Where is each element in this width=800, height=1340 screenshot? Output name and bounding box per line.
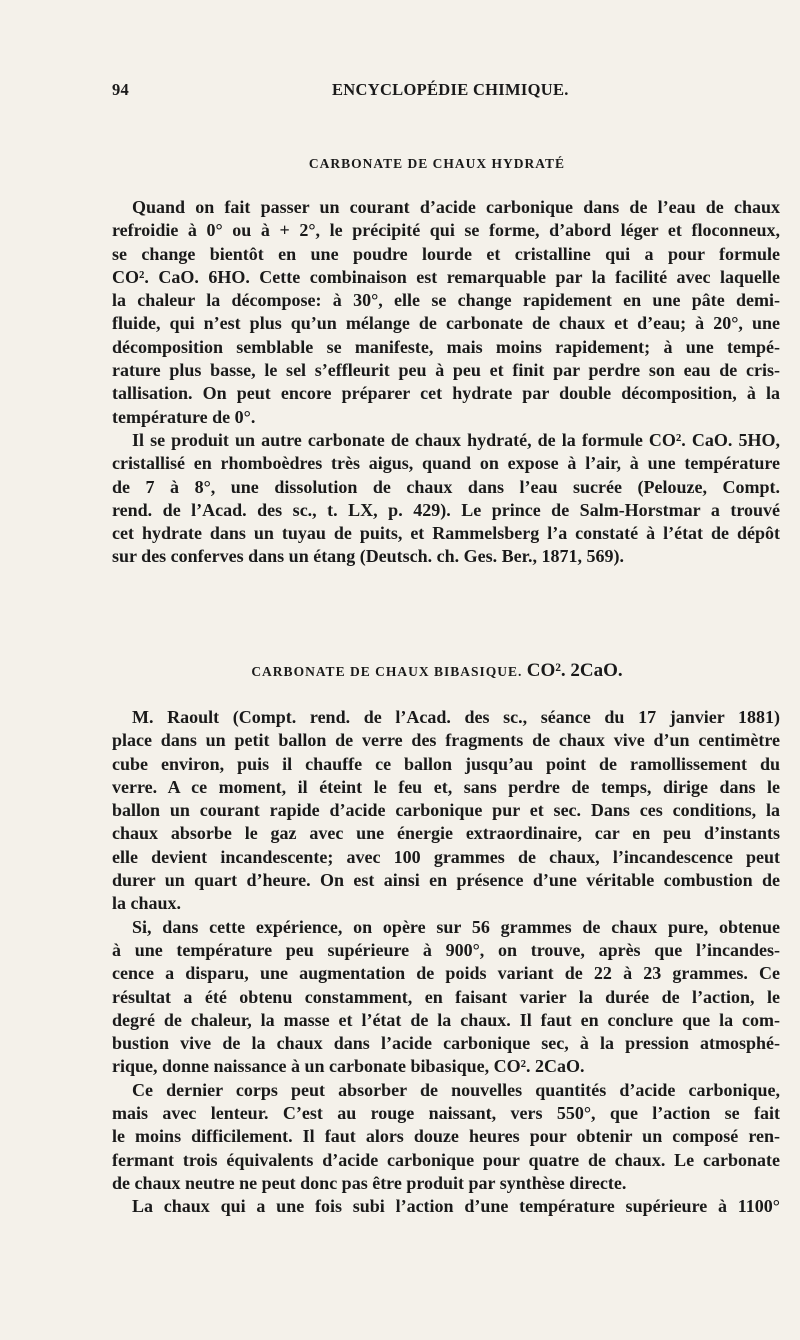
- text-line: Quand on fait passer un courant d’acide carbonique dans de l’eau de chaux: [132, 197, 780, 217]
- text-line: la chaleur la décompose: à 30°, elle se change rapidement en une pâte demi-: [112, 290, 780, 311]
- section-heading-bibasic: [112, 660, 762, 682]
- paragraph: [112, 1079, 780, 1195]
- text-line: tallisation. On peut encore préparer cet hydrate par double décomposition, à la: [112, 383, 780, 404]
- text-line: bustion vive de la chaux dans l’acide carbonique sec, à la pression atmosphé-: [112, 1033, 780, 1054]
- section-title: CARBONATE DE CHAUX HYDRATÉ: [308, 156, 566, 171]
- paragraph: [112, 916, 780, 1079]
- paragraph: [112, 196, 780, 429]
- text-line: verre. A ce moment, il éteint le feu et, sans perdre de temps, dirige dans le: [112, 776, 780, 797]
- text-line: elle devient incandescente; avec 100 grammes de chaux, l’incandescence peut: [112, 846, 780, 867]
- text-line: se change bientôt en une poudre lourde et cristalline qui a pour formule: [112, 243, 780, 264]
- text-line: cube environ, puis il chauffe ce ballon jusqu’au point de ramollissement du: [112, 753, 780, 774]
- section-body-bibasic: [112, 706, 780, 1219]
- text-line: fluide, qui n’est plus qu’un mélange de carbonate de chaux et d’eau; à 20°, une: [112, 313, 780, 334]
- section-formula: CO². 2CaO.: [526, 660, 623, 681]
- text-line: chaux absorbe le gaz avec une énergie extraordinaire, car en peu d’instants: [112, 823, 780, 844]
- text-line: Ce dernier corps peut absorber de nouvelles quantités d’acide carbonique,: [132, 1079, 780, 1100]
- text-line: rature plus basse, le sel s’effleurit peu à peu et finit par perdre son eau de cris-: [112, 360, 780, 381]
- text-line: à une température peu supérieure à 900°, on trouve, après que l’incandes-: [112, 939, 780, 960]
- page-header: [112, 80, 762, 106]
- text-line: rend. de l’Acad. des sc., t. LX, p. 429). Le prince de Salm-Horstmar a trouvé: [112, 499, 780, 520]
- text-line: refroidie à 0° ou à + 2°, le précipité qui se forme, d’abord léger et floconneux,: [112, 220, 780, 241]
- text-line: Si, dans cette expérience, on opère sur 56 grammes de chaux pure, obtenue: [132, 916, 780, 937]
- text-line: CO². CaO. 6HO. Cette combinaison est remarquable par la facilité avec laquelle: [112, 266, 780, 287]
- text-line: mais avec lenteur. C’est au rouge naissant, vers 550°, que l’action se fait: [112, 1103, 780, 1124]
- text-line: de chaux neutre ne peut donc pas être produit par synthèse directe.: [112, 1172, 627, 1193]
- text-line: cence a disparu, une augmentation de poids variant de 22 à 23 grammes. Ce: [112, 963, 780, 984]
- text-line: Il se produit un autre carbonate de chaux hydraté, de la formule CO². CaO. 5HO,: [132, 429, 780, 450]
- text-line: cet hydrate dans un tuyau de puits, et Rammelsberg l’a constaté à l’état de dépôt: [112, 523, 780, 544]
- text-line: la chaux.: [112, 893, 182, 914]
- paragraph: [112, 429, 780, 569]
- text-line: température de 0°.: [112, 406, 256, 427]
- section-heading-hydrate: [112, 156, 762, 172]
- text-line: cristallisé en rhomboèdres très aigus, quand on expose à l’air, à une température: [112, 453, 780, 474]
- page-number: 94: [112, 80, 130, 99]
- text-line: place dans un petit ballon de verre des fragments de chaux vive d’un centimètre: [112, 730, 780, 751]
- paragraph: [112, 1195, 780, 1218]
- text-line: M. Raoult (Compt. rend. de l’Acad. des sc., séance du 17 janvier 1881): [132, 707, 780, 727]
- text-line: La chaux qui a une fois subi l’action d’une température supérieure à 1100°: [132, 1196, 780, 1217]
- text-line: sur des conferves dans un étang (Deutsch. ch. Ges. Ber., 1871, 569).: [112, 546, 625, 567]
- text-line: résultat a été obtenu constamment, en faisant varier la durée de l’action, le: [112, 986, 780, 1007]
- text-line: degré de chaleur, la masse et l’état de la chaux. Il faut en conclure que la com-: [112, 1009, 780, 1030]
- text-line: de 7 à 8°, une dissolution de chaux dans l’eau sucrée (Pelouze, Compt.: [112, 476, 780, 497]
- running-title: ENCYCLOPÉDIE CHIMIQUE.: [332, 80, 569, 99]
- text-line: durer un quart d’heure. On est ainsi en présence d’une véritable combustion de: [112, 870, 780, 891]
- text-line: décomposition semblable se manifeste, mais moins rapidement; à une tempé-: [112, 336, 780, 357]
- text-line: ballon un courant rapide d’acide carbonique pur et sec. Dans ces conditions, la: [112, 800, 780, 821]
- section-body-hydrate: [112, 196, 780, 569]
- text-line: rique, donne naissance à un carbonate bibasique, CO². 2CaO.: [112, 1056, 585, 1077]
- text-line: le moins difficilement. Il faut alors douze heures pour obtenir un composé ren-: [112, 1126, 780, 1147]
- text-line: fermant trois équivalents d’acide carbonique pour quatre de chaux. Le carbonate: [112, 1149, 780, 1170]
- section-title: CARBONATE DE CHAUX BIBASIQUE.: [251, 664, 523, 679]
- paragraph: [112, 706, 780, 916]
